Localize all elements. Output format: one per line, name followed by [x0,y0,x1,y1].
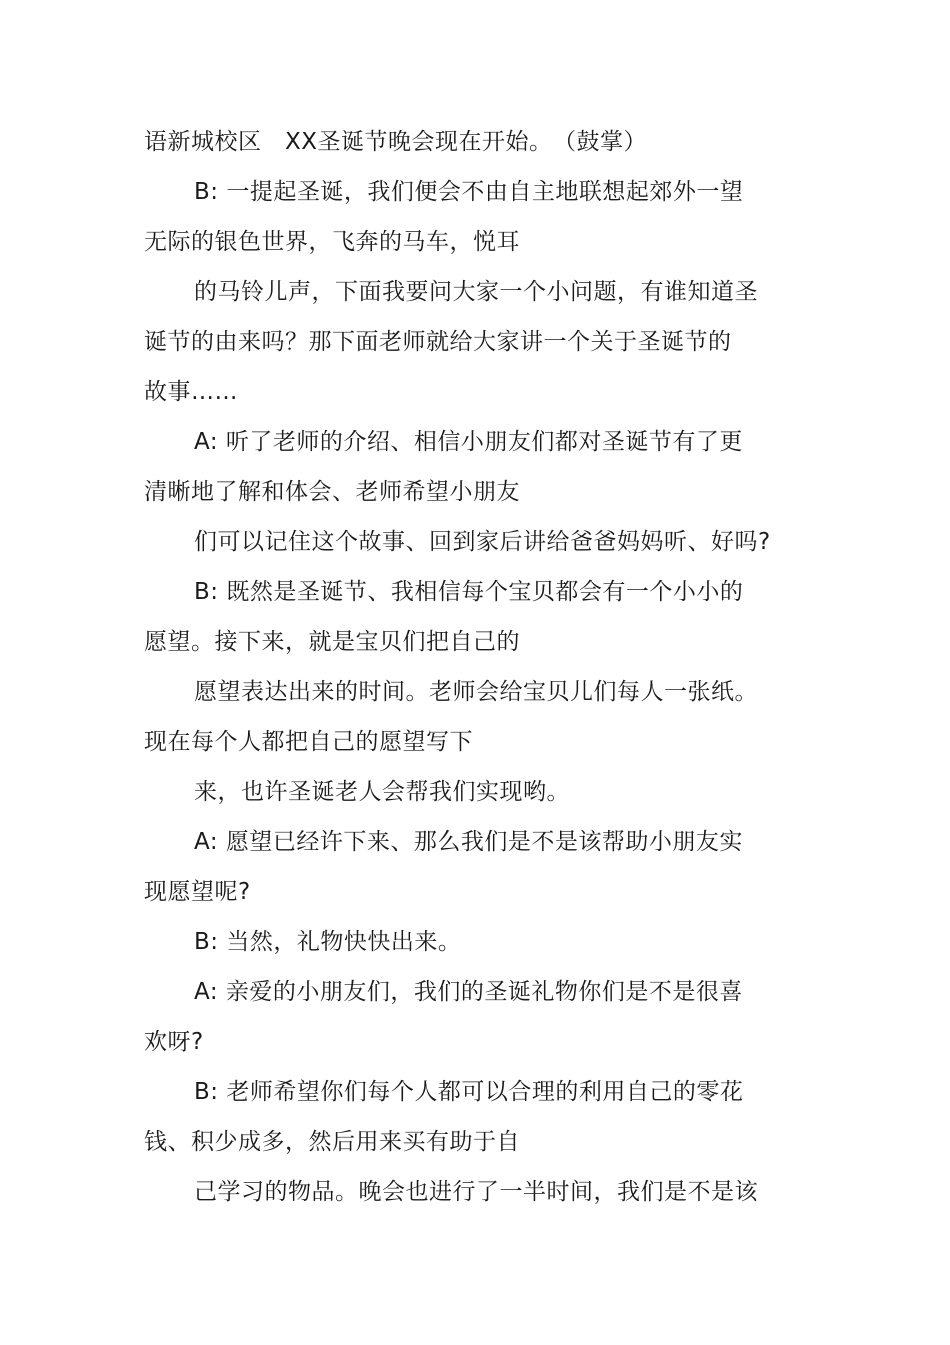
text-line: B: 当然，礼物快快出来。 [194,929,462,955]
text-line: 的马铃儿声，下面我要问大家一个小问题，有谁知道圣 [194,279,758,305]
text-line: A: 亲爱的小朋友们，我们的圣诞礼物你们是不是很喜 [194,979,743,1005]
text-line: 愿望。接下来，就是宝贝们把自己的 [144,629,520,655]
text-line: 钱、积少成多，然后用来买有助于自 [144,1129,520,1155]
text-line: 现在每个人都把自己的愿望写下 [144,729,473,755]
text-line: B: 既然是圣诞节、我相信每个宝贝都会有一个小小的 [194,579,744,605]
text-line: B: 老师希望你们每个人都可以合理的利用自己的零花 [194,1079,744,1105]
text-line: 语新城校区 XX圣诞节晚会现在开始。 （鼓掌） [144,129,648,155]
text-line: 己学习的物品。晚会也进行了一半时间，我们是不是该 [194,1179,758,1205]
text-line: 欢呀? [144,1029,204,1055]
text-line: 诞节的由来吗？那下面老师就给大家讲一个关于圣诞节的 [144,329,732,355]
text-line: 来，也许圣诞老人会帮我们实现哟。 [194,779,570,805]
text-line: 无际的银色世界，飞奔的马车，悦耳 [144,229,520,255]
text-line: 故事…… [144,379,238,405]
text-line: 们可以记住这个故事、回到家后讲给爸爸妈妈听、好吗? [194,529,771,555]
text-line: 愿望表达出来的时间。老师会给宝贝儿们每人一张纸。 [194,679,758,705]
text-line: 现愿望呢? [144,879,251,905]
text-line: B: 一提起圣诞，我们便会不由自主地联想起郊外一望 [194,179,744,205]
text-line: 清晰地了解和体会、老师希望小朋友 [144,479,520,505]
text-line: A: 愿望已经许下来、那么我们是不是该帮助小朋友实 [194,829,743,855]
text-line: A: 听了老师的介绍、相信小朋友们都对圣诞节有了更 [194,429,743,455]
